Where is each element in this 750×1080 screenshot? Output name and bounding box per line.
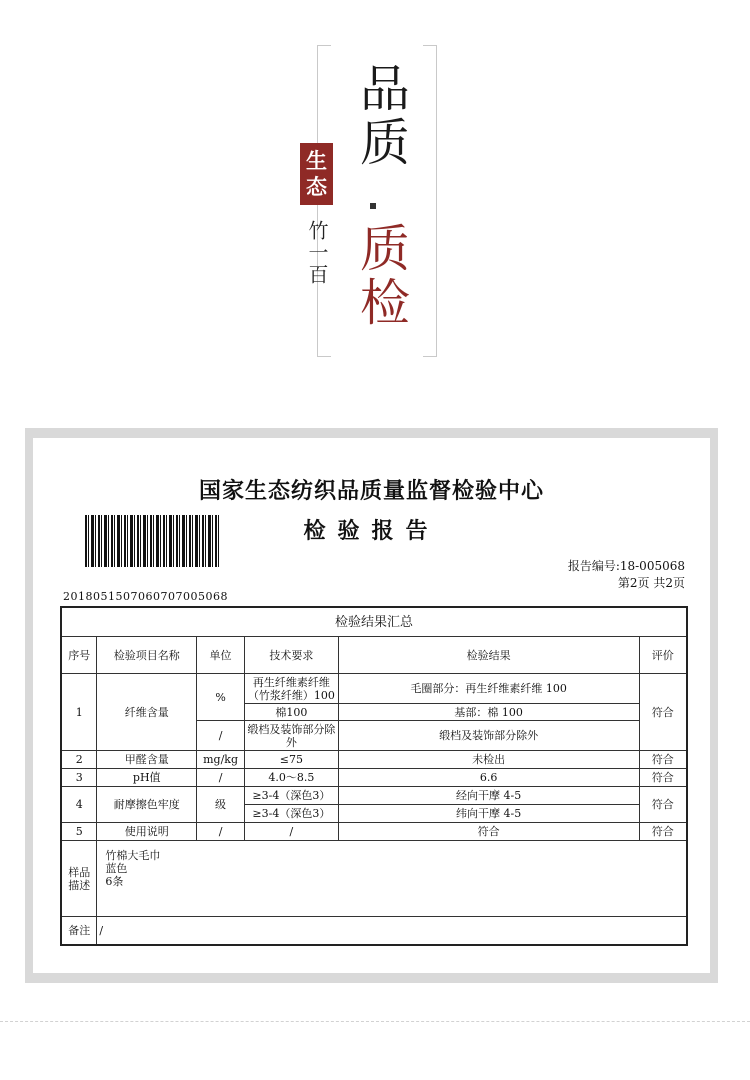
col-header: 序号: [61, 637, 97, 674]
sample-line: 竹棉大毛巾: [105, 849, 161, 862]
col-header: 评价: [639, 637, 687, 674]
col-header: 检验结果: [338, 637, 639, 674]
seal-char-1: 生: [306, 149, 327, 173]
cell-item: 耐摩擦色牢度: [97, 787, 197, 823]
cell-result: 6.6: [338, 769, 639, 787]
sample-description: [97, 841, 687, 917]
cell-result: 符合: [338, 823, 639, 841]
title-inspection: 质检: [352, 222, 410, 330]
cell-unit: /: [197, 823, 245, 841]
cell-requirement: ≥3-4（深色3）: [245, 805, 339, 823]
table-row: [61, 751, 687, 769]
organization-name: 国家生态纺织品质量监督检验中心: [198, 479, 544, 504]
cell-requirement: 缎档及装饰部分除外: [245, 721, 339, 751]
cell-result: 经向干摩 4-5: [338, 787, 639, 805]
brand-name: 竹一百: [305, 220, 329, 286]
cell-requirement: ≤75: [245, 751, 339, 769]
cell-no: 3: [61, 769, 97, 787]
table-header-row: [61, 637, 687, 674]
cell-result: 纬向干摩 4-5: [338, 805, 639, 823]
title-quality: 品质: [352, 62, 410, 170]
cell-requirement: /: [245, 823, 339, 841]
cell-item: pH值: [97, 769, 197, 787]
cell-unit: /: [197, 721, 245, 751]
cell-unit: %: [197, 674, 245, 721]
sample-line: 蓝色: [105, 862, 128, 875]
results-table: [60, 606, 688, 946]
cell-no: 1: [61, 674, 97, 751]
remark-label: 备注: [61, 917, 97, 945]
remark-row: [61, 917, 687, 945]
col-header: 单位: [197, 637, 245, 674]
cell-unit: mg/kg: [197, 751, 245, 769]
sample-row: [61, 841, 687, 917]
serial-number: 2018051507060707005068: [63, 590, 228, 603]
sample-label: 样品描述: [61, 841, 97, 917]
col-header: 技术要求: [245, 637, 339, 674]
table-title: 检验结果汇总: [61, 607, 687, 637]
cell-result: 基部：棉 100: [338, 704, 639, 721]
report-scan-frame: [25, 428, 718, 983]
cell-result: 未检出: [338, 751, 639, 769]
cell-evaluation: 符合: [639, 674, 687, 751]
dashed-separator: [0, 1021, 750, 1022]
remark-value: /: [97, 917, 687, 945]
seal-char-2: 态: [306, 175, 327, 199]
table-row: [61, 674, 687, 704]
cell-unit: /: [197, 769, 245, 787]
cell-result: 毛圈部分：再生纤维素纤维 100: [338, 674, 639, 704]
cell-requirement: 棉100: [245, 704, 339, 721]
title-dot-separator: [370, 203, 376, 209]
cell-item: 纤维含量: [97, 674, 197, 751]
cell-evaluation: 符合: [639, 823, 687, 841]
table-row: [61, 787, 687, 805]
cell-evaluation: 符合: [639, 751, 687, 769]
cell-unit: 级: [197, 787, 245, 823]
table-row: [61, 769, 687, 787]
cell-evaluation: 符合: [639, 787, 687, 823]
col-header: 检验项目名称: [97, 637, 197, 674]
cell-item: 甲醛含量: [97, 751, 197, 769]
cell-requirement: ≥3-4（深色3）: [245, 787, 339, 805]
cell-no: 2: [61, 751, 97, 769]
cell-requirement: 再生纤维素纤维（竹浆纤维）100: [245, 674, 339, 704]
cell-no: 4: [61, 787, 97, 823]
page-number: 第2页 共2页: [617, 576, 685, 590]
sample-line: 6条: [105, 875, 124, 888]
cell-evaluation: 符合: [639, 769, 687, 787]
cell-item: 使用说明: [97, 823, 197, 841]
eco-seal-stamp: [300, 143, 333, 205]
cell-requirement: 4.0～8.5: [245, 769, 339, 787]
inspection-report: [33, 438, 710, 973]
report-title: 检验报告: [303, 519, 440, 544]
table-row: [61, 823, 687, 841]
cell-no: 5: [61, 823, 97, 841]
cell-result: 缎档及装饰部分除外: [338, 721, 639, 751]
report-number: 报告编号:18-005068: [567, 559, 685, 573]
